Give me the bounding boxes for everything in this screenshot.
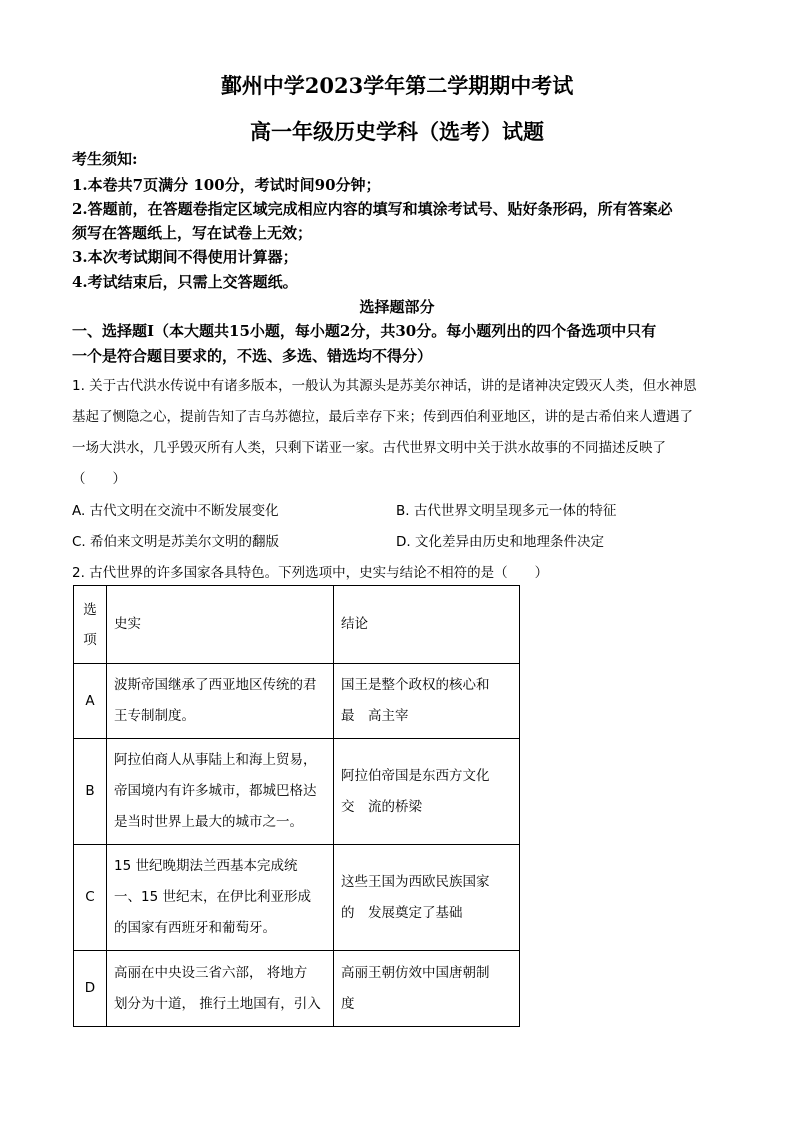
row-option: C [74,845,107,951]
table-header-fact: 史实 [107,586,334,664]
notice-item: 1.本卷共7页满分 100分，考试时间90分钟； [72,176,381,194]
question-1-option-b: B. 古代世界文明呈现多元一体的特征 [396,503,617,519]
row-conclusion: 这些王国为西欧民族国家 的 发展奠定了基础 [334,845,520,951]
notice-item: 2.答题前，在答题卷指定区域完成相应内容的填写和填涂考试号、贴好条形码，所有答案必 [72,200,673,218]
row-option: B [74,739,107,845]
table-header-option: 选 项 [74,586,107,664]
table-row [74,951,520,1027]
notice-item: 须写在答题纸上，写在试卷上无效； [72,224,313,242]
row-option: A [74,664,107,739]
question-2-table [73,585,520,1027]
notice-heading: 考生须知: [72,150,138,168]
row-fact: 阿拉伯商人从事陆上和海上贸易， 帝国境内有许多城市，都城巴格达 是当时世界上最大的城市之一。 [107,739,334,845]
section-title: 选择题部分 [359,298,435,316]
section-instructions: 一个是符合题目要求的，不选、多选、错选均不得分） [72,347,433,365]
table-row [74,845,520,951]
question-1-text: 1. 关于古代洪水传说中有诸多版本，一般认为其源头是苏美尔神话，讲的是诸神决定毁灭人类，但水神恩 [72,378,697,394]
row-fact: 波斯帝国继承了西亚地区传统的君 王专制制度。 [107,664,334,739]
question-1-text: 一场大洪水，几乎毁灭所有人类，只剩下诺亚一家。古代世界文明中关于洪水故事的不同描述反映了 [72,440,666,456]
section-instructions: 一、选择题Ⅰ（本大题共15小题，每小题2分，共30分。每小题列出的四个备选项中只有 [72,322,657,340]
question-1-answer-blank: （ ） [72,471,126,487]
row-conclusion: 阿拉伯帝国是东西方文化 交 流的桥梁 [334,739,520,845]
table-header-row [74,586,520,664]
table-row [74,739,520,845]
question-1-option-d: D. 文化差异由历史和地理条件决定 [396,534,604,550]
question-1-option-a: A. 古代文明在交流中不断发展变化 [72,503,279,519]
question-2-stem: 2. 古代世界的许多国家各具特色。下列选项中，史实与结论不相符的是（ ） [72,565,549,581]
exam-title: 鄞州中学2023学年第二学期期中考试 [220,73,574,98]
question-1-text: 基起了恻隐之心，提前告知了吉乌苏德拉，最后幸存下来；传到西伯利亚地区，讲的是古希伯来人遭遇了 [72,409,693,425]
table-header-conclusion: 结论 [334,586,520,664]
notice-item: 3.本次考试期间不得使用计算器； [72,248,298,266]
row-fact: 高丽在中央设三省六部， 将地方 划分为十道， 推行土地国有，引入 [107,951,334,1027]
row-fact: 15 世纪晚期法兰西基本完成统 一、15 世纪末，在伊比利亚形成 的国家有西班牙和葡萄牙。 [107,845,334,951]
notice-item: 4.考试结束后，只需上交答题纸。 [72,273,298,291]
exam-subtitle: 高一年级历史学科（选考）试题 [250,119,544,144]
table-row [74,664,520,739]
row-option: D [74,951,107,1027]
question-1-option-c: C. 希伯来文明是苏美尔文明的翻版 [72,534,280,550]
row-conclusion: 高丽王朝仿效中国唐朝制 度 [334,951,520,1027]
row-conclusion: 国王是整个政权的核心和 最 高主宰 [334,664,520,739]
